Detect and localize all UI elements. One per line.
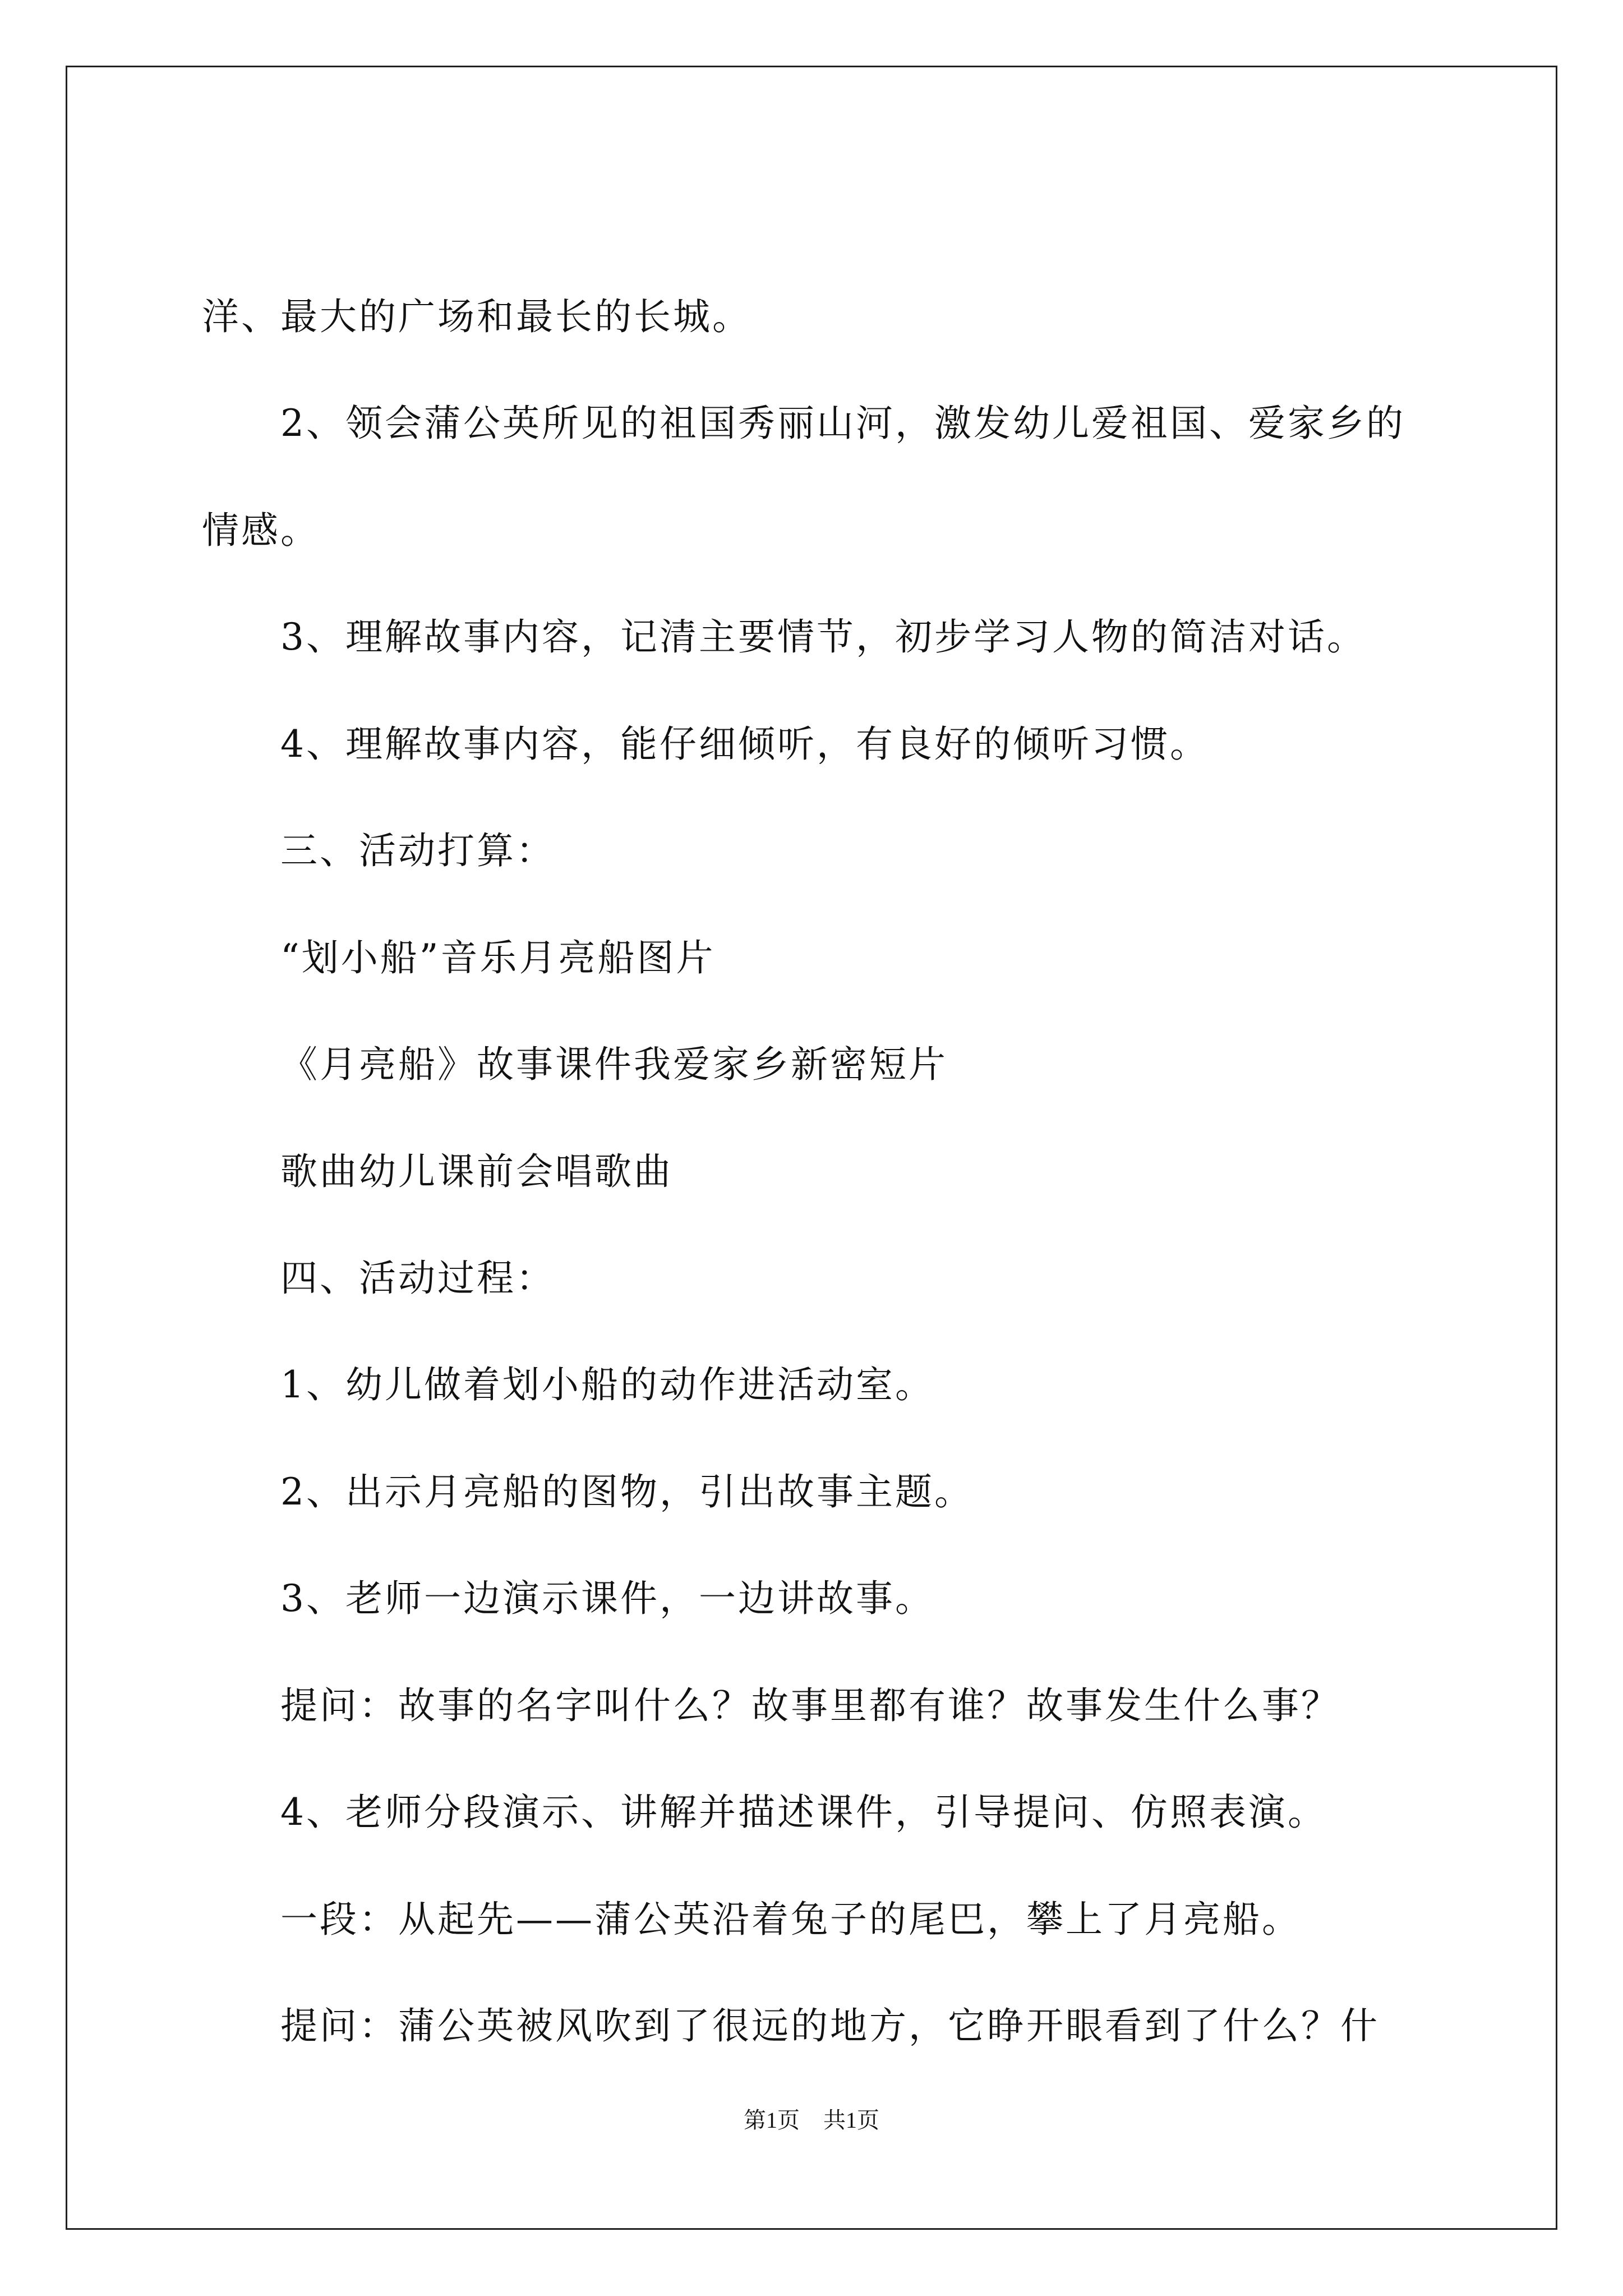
text-line: 歌曲幼儿课前会唱歌曲 — [280, 1150, 673, 1193]
page-frame — [66, 66, 1557, 2230]
text-line: 2、领会蒲公英所见的祖国秀丽山河，激发幼儿爱祖国、爱家乡的 — [280, 402, 1405, 445]
text-line: 1、幼儿做着划小船的动作进活动室。 — [280, 1363, 934, 1406]
text-line: 洋、最大的广场和最长的长城。 — [202, 295, 751, 338]
text-line: 情感。 — [202, 509, 320, 552]
text-line: 3、理解故事内容，记清主要情节，初步学习人物的简洁对话。 — [280, 615, 1366, 659]
text-line: 四、活动过程： — [280, 1257, 555, 1300]
document-body — [67, 67, 1556, 2228]
page-number: 第1页 — [744, 2108, 800, 2133]
text-line: 3、老师一边演示课件，一边讲故事。 — [280, 1577, 934, 1620]
text-line: 2、出示月亮船的图物，引出故事主题。 — [280, 1470, 974, 1513]
text-line: 《月亮船》故事课件我爱家乡新密短片 — [280, 1043, 948, 1086]
text-line: 提问：故事的名字叫什么？故事里都有谁？故事发生什么事？ — [280, 1684, 1340, 1727]
text-line: “划小船”音乐月亮船图片 — [280, 936, 716, 979]
text-line: 4、理解故事内容，能仔细倾听，有良好的倾听习惯。 — [280, 723, 1209, 766]
page-footer — [67, 2106, 1556, 2134]
text-line: 4、老师分段演示、讲解并描述课件，引导提问、仿照表演。 — [280, 1791, 1327, 1834]
text-line: 三、活动打算： — [280, 829, 555, 872]
text-line: 提问：蒲公英被风吹到了很远的地方，它睁开眼看到了什么？什 — [280, 2004, 1380, 2047]
page-total: 共1页 — [823, 2108, 879, 2133]
text-line: 一段：从起先——蒲公英沿着兔子的尾巴，攀上了月亮船。 — [280, 1898, 1301, 1941]
